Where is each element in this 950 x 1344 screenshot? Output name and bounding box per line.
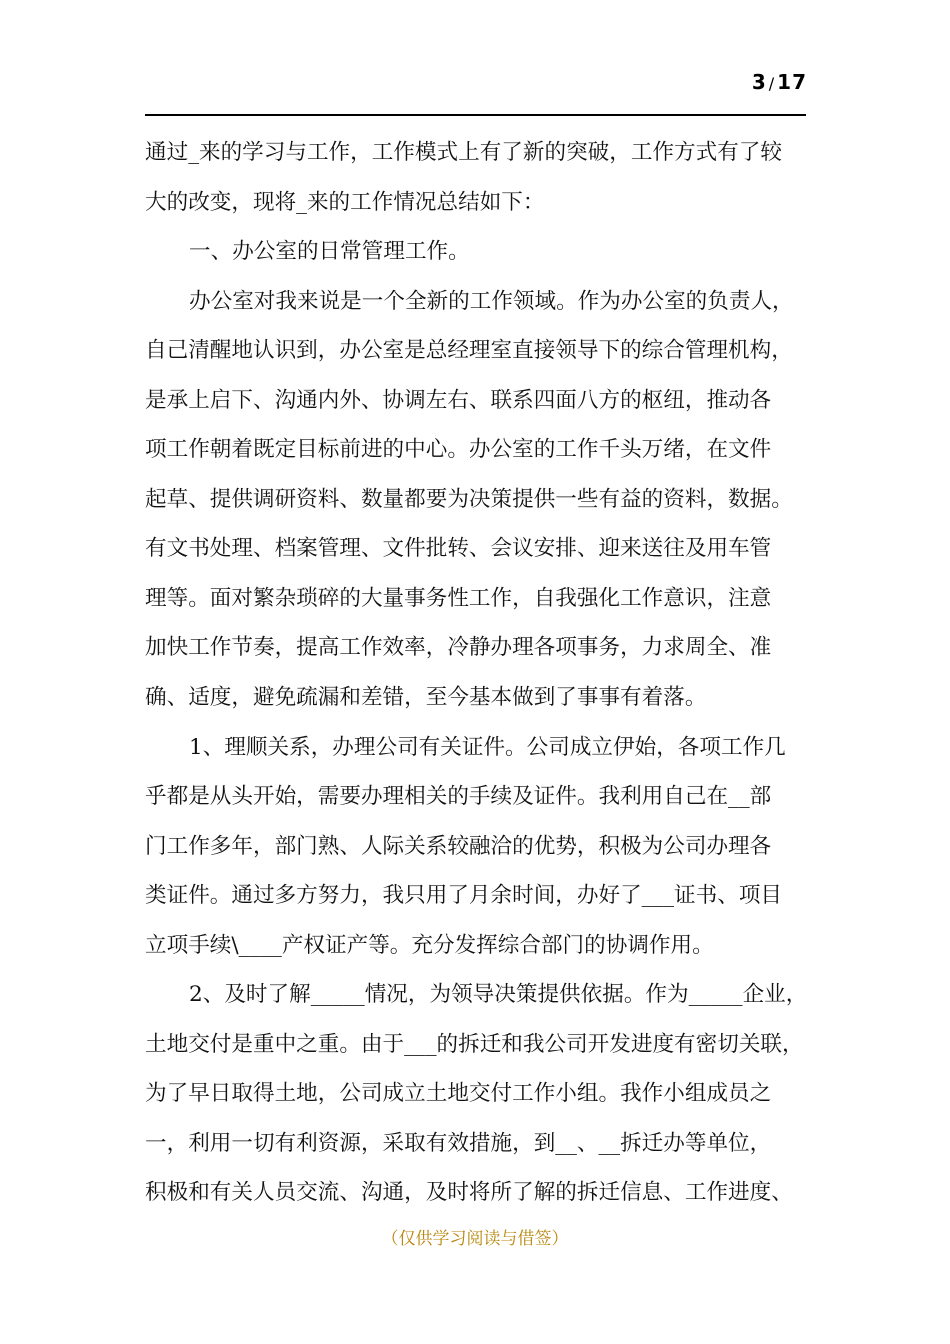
text-line: 加快工作节奏，提高工作效率，冷静办理各项事务，力求周全、准 [145, 635, 772, 661]
text-line: 乎都是从头开始，需要办理相关的手续及证件。我利用自己在__部 [145, 784, 772, 810]
text-line: 起草、提供调研资料、数量都要为决策提供一些有益的资料，数据。 [145, 486, 793, 512]
text-line: 大的改变，现将_来的工作情况总结如下： [145, 189, 545, 215]
text-line: 类证件。通过多方努力，我只用了月余时间，办好了___证书、项目 [145, 883, 783, 909]
header-divider [145, 114, 806, 116]
text-line: 理等。面对繁杂琐碎的大量事务性工作，自我强化工作意识，注意 [145, 585, 772, 611]
text-line: 土地交付是重中之重。由于___的拆迁和我公司开发进度有密切关联， [145, 1031, 804, 1057]
text-line: 2、及时了解_____情况，为领导决策提供依据。作为_____企业， [189, 982, 808, 1008]
text-line: 确、适度，避免疏漏和差错，至今基本做到了事事有着落。 [145, 685, 707, 711]
text-line: 积极和有关人员交流、沟通，及时将所了解的拆迁信息、工作进度、 [145, 1180, 793, 1206]
page-number [752, 70, 807, 94]
text-line: 项工作朝着既定目标前进的中心。办公室的工作千头万绪，在文件 [145, 437, 772, 463]
page-separator: / [768, 74, 776, 93]
text-line: 是承上启下、沟通内外、协调左右、联系四面八方的枢纽，推动各 [145, 387, 772, 413]
page-total: 17 [777, 70, 807, 94]
text-line: 有文书处理、档案管理、文件批转、会议安排、迎来送往及用车管 [145, 536, 772, 562]
text-line: 1、理顺关系，办理公司有关证件。公司成立伊始，各项工作几 [189, 734, 786, 760]
document-body [145, 128, 825, 1218]
section-heading: 一、办公室的日常管理工作。 [189, 239, 470, 265]
footer-disclaimer: （仅供学习阅读与借签） [381, 1229, 569, 1249]
text-line: 立项手续\____产权证产等。充分发挥综合部门的协调作用。 [145, 932, 714, 958]
page-current: 3 [751, 70, 767, 94]
text-line: 门工作多年，部门熟、人际关系较融洽的优势，积极为公司办理各 [145, 833, 772, 859]
text-line: 办公室对我来说是一个全新的工作领域。作为办公室的负责人， [189, 288, 794, 314]
text-line: 自己清醒地认识到，办公室是总经理室直接领导下的综合管理机构， [145, 338, 793, 364]
text-line: 通过_来的学习与工作，工作模式上有了新的突破，工作方式有了较 [145, 140, 783, 165]
text-line: 一，利用一切有利资源，采取有效措施，到__、__拆迁办等单位， [145, 1130, 772, 1156]
text-line: 为了早日取得土地，公司成立土地交付工作小组。我作小组成员之 [145, 1081, 772, 1107]
